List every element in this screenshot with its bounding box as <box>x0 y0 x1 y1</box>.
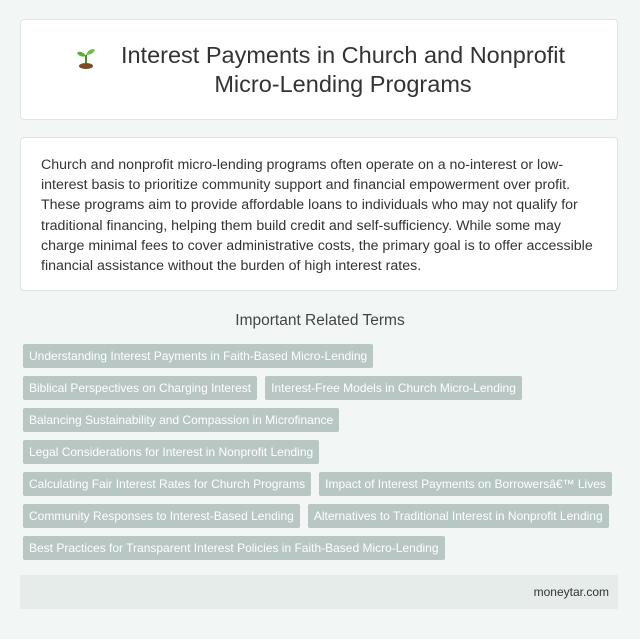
title-line-1: Interest Payments in Church and Nonprofit <box>120 41 566 68</box>
related-term-tag[interactable]: Interest-Free Models in Church Micro-Lending <box>265 376 522 400</box>
related-term-tag[interactable]: Calculating Fair Interest Rates for Church Programs <box>23 472 311 496</box>
summary-card <box>20 137 618 291</box>
footer-site-link[interactable]: moneytar.com <box>533 585 609 599</box>
related-term-tag[interactable]: Balancing Sustainability and Compassion in Microfinance <box>23 408 339 432</box>
related-terms-heading: Important Related Terms <box>235 312 405 329</box>
related-term-tag[interactable]: Best Practices for Transparent Interest Policies in Faith-Based Micro-Lending <box>23 536 445 560</box>
title-line-2: Micro-Lending Programs <box>214 70 472 97</box>
related-term-tag[interactable]: Understanding Interest Payments in Faith-Based Micro-Lending <box>23 344 373 368</box>
related-term-tag[interactable]: Biblical Perspectives on Charging Interest <box>23 376 257 400</box>
related-term-tag[interactable]: Legal Considerations for Interest in Nonprofit Lending <box>23 440 319 464</box>
sprout-icon <box>73 43 99 69</box>
page-title <box>121 41 565 99</box>
related-term-tag[interactable]: Impact of Interest Payments on Borrowersâ€™ Lives <box>319 472 612 496</box>
footer <box>20 575 618 609</box>
related-terms-list <box>23 344 621 568</box>
related-term-tag[interactable]: Alternatives to Traditional Interest in Nonprofit Lending <box>308 504 609 528</box>
related-term-tag[interactable]: Community Responses to Interest-Based Lending <box>23 504 300 528</box>
title-card <box>20 19 618 120</box>
summary-text: Church and nonprofit micro-lending programs often operate on a no-interest or low-interest basis to prioritize community support and financial empowerment over profit. These programs aim to provide affordable loans to individuals who may not qualify for traditional financing, helping them build credit and self-sufficiency. While some may charge minimal fees to cover administrative costs, the primary goal is to offer accessible financial assistance without the burden of high interest rates. <box>41 157 593 275</box>
